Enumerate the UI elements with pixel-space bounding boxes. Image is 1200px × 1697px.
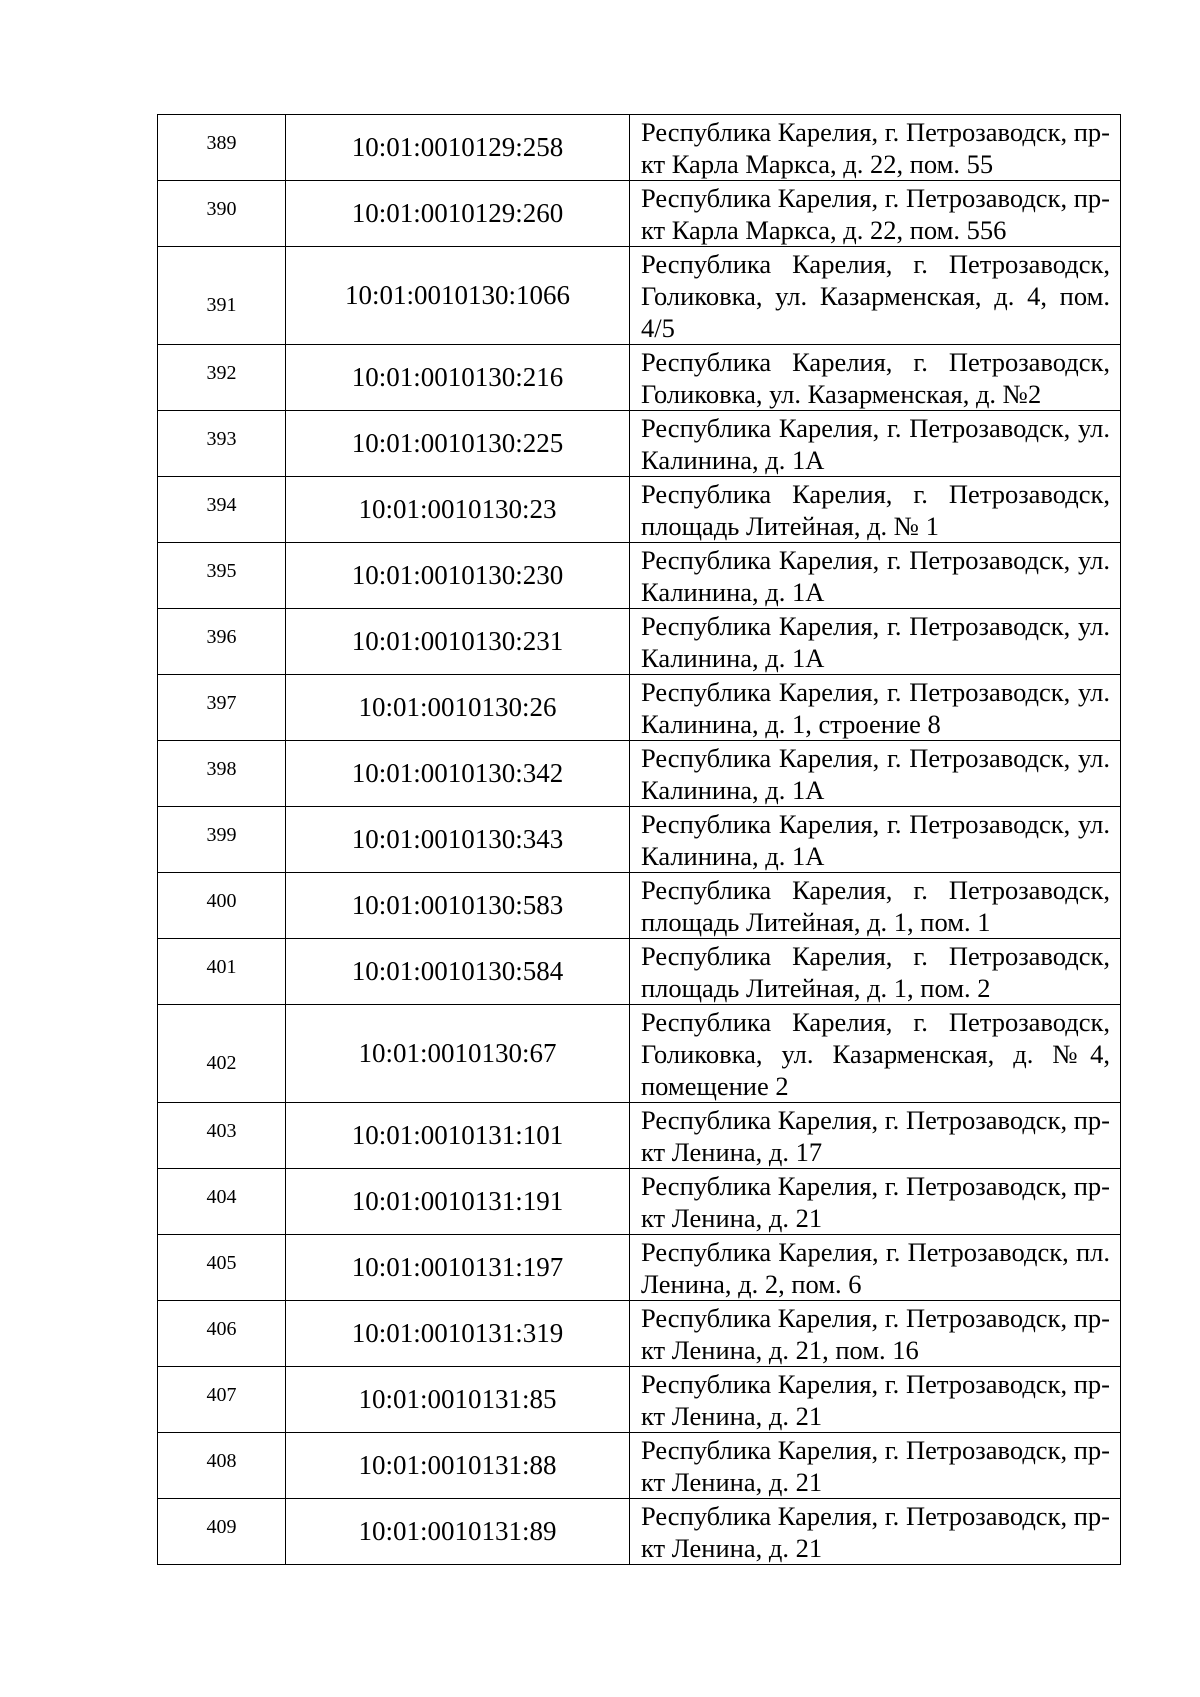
address: Республика Карелия, г. Петрозаводск, площадь Литейная, д. 1, пом. 2 [630,939,1121,1005]
cadastral-number: 10:01:0010130:225 [286,411,630,477]
address: Республика Карелия, г. Петрозаводск, Голиковка, ул. Казарменская, д. 4, пом. 4/5 [630,247,1121,345]
table-row [158,543,1121,609]
cadastral-number: 10:01:0010129:260 [286,181,630,247]
row-number: 389 [158,115,286,181]
address: Республика Карелия, г. Петрозаводск, ул. Калинина, д. 1А [630,741,1121,807]
row-number: 398 [158,741,286,807]
cadastral-number: 10:01:0010130:26 [286,675,630,741]
row-number: 394 [158,477,286,543]
address: Республика Карелия, г. Петрозаводск, ул. Калинина, д. 1А [630,609,1121,675]
property-table [157,114,1121,1565]
cadastral-number: 10:01:0010130:23 [286,477,630,543]
address: Республика Карелия, г. Петрозаводск, пр-кт Карла Маркса, д. 22, пом. 55 [630,115,1121,181]
row-number: 397 [158,675,286,741]
row-number: 396 [158,609,286,675]
cadastral-number: 10:01:0010131:101 [286,1103,630,1169]
address: Республика Карелия, г. Петрозаводск, пр-кт Карла Маркса, д. 22, пом. 556 [630,181,1121,247]
table-row [158,1169,1121,1235]
cadastral-number: 10:01:0010130:1066 [286,247,630,345]
address: Республика Карелия, г. Петрозаводск, ул. Калинина, д. 1, строение 8 [630,675,1121,741]
cadastral-number: 10:01:0010131:88 [286,1433,630,1499]
address: Республика Карелия, г. Петрозаводск, пр-кт Ленина, д. 21 [630,1367,1121,1433]
cadastral-number: 10:01:0010131:191 [286,1169,630,1235]
address: Республика Карелия, г. Петрозаводск, пр-кт Ленина, д. 21 [630,1433,1121,1499]
table-row [158,675,1121,741]
row-number: 402 [158,1005,286,1103]
cadastral-number: 10:01:0010130:67 [286,1005,630,1103]
address: Республика Карелия, г. Петрозаводск, пр-кт Ленина, д. 21 [630,1499,1121,1565]
table-row [158,609,1121,675]
table-row [158,115,1121,181]
table-row [158,1301,1121,1367]
table-row [158,1367,1121,1433]
table-row [158,741,1121,807]
table-row [158,1235,1121,1301]
row-number: 392 [158,345,286,411]
address: Республика Карелия, г. Петрозаводск, Голиковка, ул. Казарменская, д. №4, помещение 2 [630,1005,1121,1103]
row-number: 393 [158,411,286,477]
table-row [158,873,1121,939]
document-page [157,114,1120,1565]
cadastral-number: 10:01:0010131:319 [286,1301,630,1367]
table-row [158,345,1121,411]
address: Республика Карелия, г. Петрозаводск, пр-кт Ленина, д. 21, пом. 16 [630,1301,1121,1367]
table-row [158,1103,1121,1169]
address: Республика Карелия, г. Петрозаводск, ул. Калинина, д. 1А [630,543,1121,609]
address: Республика Карелия, г. Петрозаводск, площадь Литейная, д. 1, пом. 1 [630,873,1121,939]
table-row [158,939,1121,1005]
table-row [158,181,1121,247]
address: Республика Карелия, г. Петрозаводск, ул. Калинина, д. 1А [630,411,1121,477]
cadastral-number: 10:01:0010131:85 [286,1367,630,1433]
row-number: 400 [158,873,286,939]
row-number: 395 [158,543,286,609]
address: Республика Карелия, г. Петрозаводск, ул. Калинина, д. 1А [630,807,1121,873]
address: Республика Карелия, г. Петрозаводск, площадь Литейная, д. № 1 [630,477,1121,543]
cadastral-number: 10:01:0010130:584 [286,939,630,1005]
row-number: 404 [158,1169,286,1235]
table-row [158,807,1121,873]
table-row [158,1005,1121,1103]
row-number: 403 [158,1103,286,1169]
row-number: 401 [158,939,286,1005]
table-row [158,477,1121,543]
table-row [158,411,1121,477]
row-number: 409 [158,1499,286,1565]
table-row [158,247,1121,345]
cadastral-number: 10:01:0010130:342 [286,741,630,807]
row-number: 408 [158,1433,286,1499]
table-row [158,1433,1121,1499]
cadastral-number: 10:01:0010129:258 [286,115,630,181]
cadastral-number: 10:01:0010130:230 [286,543,630,609]
row-number: 406 [158,1301,286,1367]
address: Республика Карелия, г. Петрозаводск, пр-кт Ленина, д. 21 [630,1169,1121,1235]
row-number: 390 [158,181,286,247]
cadastral-number: 10:01:0010130:231 [286,609,630,675]
cadastral-number: 10:01:0010130:216 [286,345,630,411]
cadastral-number: 10:01:0010130:583 [286,873,630,939]
address: Республика Карелия, г. Петрозаводск, Голиковка, ул. Казарменская, д. №2 [630,345,1121,411]
row-number: 391 [158,247,286,345]
address: Республика Карелия, г. Петрозаводск, пл. Ленина, д. 2, пом. 6 [630,1235,1121,1301]
address: Республика Карелия, г. Петрозаводск, пр-кт Ленина, д. 17 [630,1103,1121,1169]
row-number: 405 [158,1235,286,1301]
table-row [158,1499,1121,1565]
cadastral-number: 10:01:0010130:343 [286,807,630,873]
cadastral-number: 10:01:0010131:197 [286,1235,630,1301]
cadastral-number: 10:01:0010131:89 [286,1499,630,1565]
row-number: 407 [158,1367,286,1433]
row-number: 399 [158,807,286,873]
